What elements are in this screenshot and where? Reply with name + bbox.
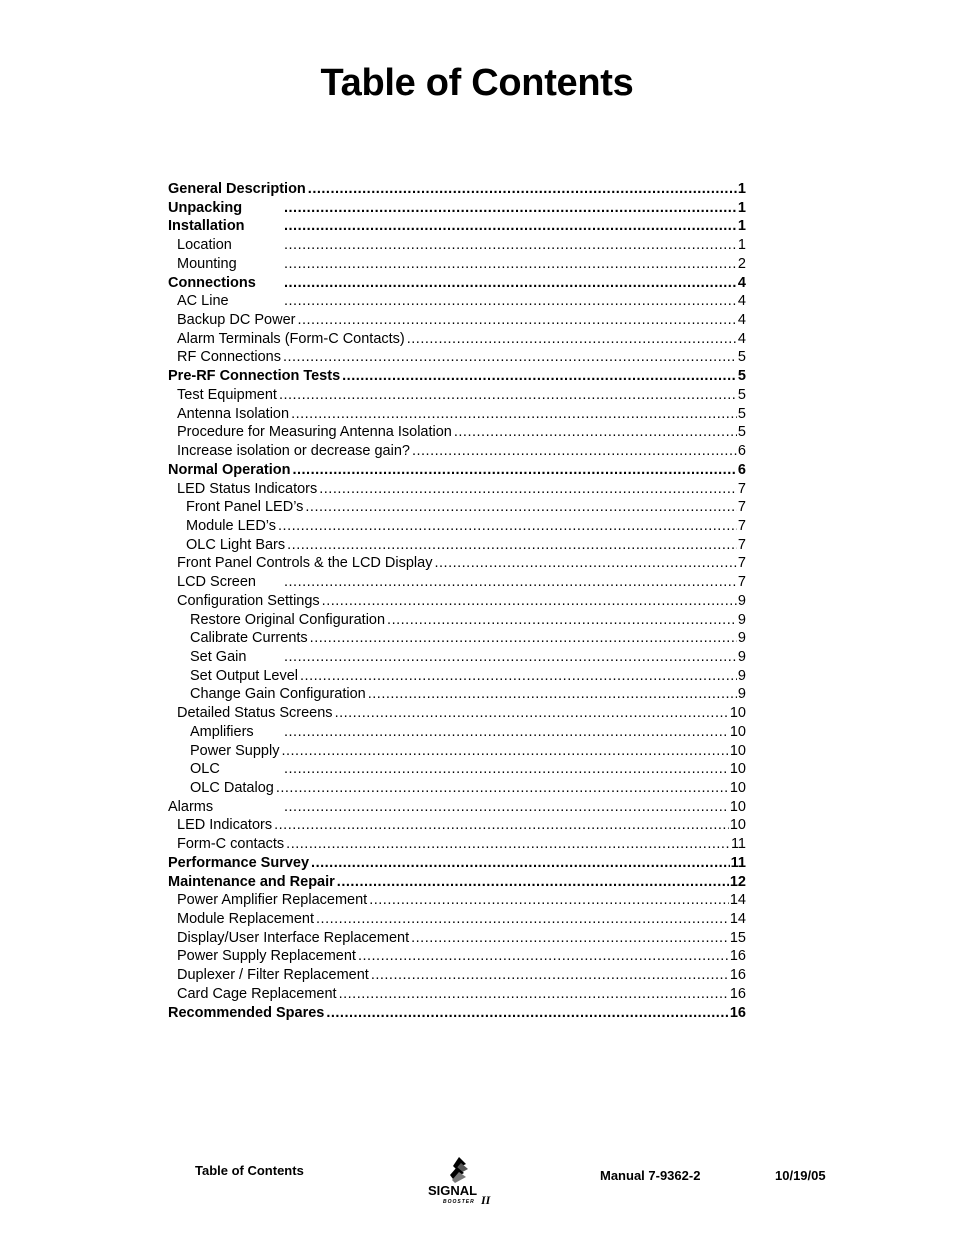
toc-entry-title: Detailed Status Screens — [177, 705, 333, 722]
toc-dot-leader — [407, 330, 737, 349]
toc-entry-page: 4 — [737, 330, 746, 347]
toc-entry[interactable] — [168, 742, 746, 761]
toc-entry-title: Module LED’s — [186, 517, 277, 534]
toc-entry-title: OLC — [190, 761, 220, 778]
toc-entry-title: Backup DC Power — [177, 312, 296, 329]
toc-entry-page: 10 — [729, 780, 746, 796]
toc-entry[interactable] — [168, 386, 746, 405]
toc-dot-leader — [316, 910, 729, 929]
toc-dot-leader — [297, 311, 736, 330]
toc-dot-leader — [308, 180, 737, 199]
toc-entry-page: 10 — [729, 705, 746, 722]
toc-entry-page: 14 — [729, 892, 746, 909]
toc-entry[interactable] — [168, 330, 746, 349]
toc-entry-page: 5 — [737, 349, 746, 366]
toc-entry-title: Display/User Interface Replacement — [177, 929, 410, 946]
toc-entry-title: Increase isolation or decrease gain? — [177, 443, 410, 460]
footer-manual-number: Manual 7-9362-2 — [600, 1168, 701, 1183]
toc-entry-page: 10 — [729, 742, 746, 759]
toc-entry[interactable] — [168, 611, 746, 630]
toc-entry[interactable] — [168, 255, 746, 274]
toc-entry-title: RF Connections — [177, 349, 281, 366]
toc-entry-page: 1 — [737, 237, 746, 254]
toc-entry-page: 16 — [729, 948, 746, 965]
toc-entry-page: 9 — [737, 686, 746, 703]
toc-entry-page: 4 — [737, 293, 746, 310]
toc-entry[interactable] — [168, 704, 746, 723]
toc-entry-page: 12 — [729, 873, 746, 890]
toc-entry[interactable] — [168, 180, 746, 199]
toc-dot-leader — [300, 667, 737, 686]
toc-dot-leader — [284, 292, 737, 311]
toc-entry[interactable] — [168, 873, 746, 892]
toc-dot-leader — [284, 274, 737, 293]
toc-entry[interactable] — [168, 498, 746, 517]
toc-dot-leader — [387, 611, 737, 630]
toc-entry-title: Pre-RF Connection Tests — [168, 368, 341, 385]
toc-dot-leader — [284, 217, 737, 236]
toc-entry[interactable] — [168, 947, 746, 966]
toc-entry-title: Power Supply — [190, 742, 280, 759]
toc-entry-page: 16 — [729, 967, 746, 984]
toc-entry-page: 7 — [737, 536, 746, 553]
toc-entry-title: OLC Datalog — [190, 780, 274, 796]
toc-dot-leader — [412, 442, 737, 461]
toc-dot-leader — [369, 891, 729, 910]
signal-booster-logo — [426, 1155, 498, 1207]
toc-entry-title: Recommended Spares — [168, 1004, 325, 1021]
toc-entry-title: Maintenance and Repair — [168, 873, 335, 890]
toc-dot-leader — [276, 779, 729, 798]
toc-entry[interactable] — [168, 536, 746, 555]
toc-dot-leader — [283, 348, 737, 367]
toc-entry-page: 16 — [729, 1004, 746, 1021]
toc-entry-page: 10 — [729, 817, 746, 834]
toc-entry[interactable] — [168, 760, 746, 779]
toc-dot-leader — [339, 985, 729, 1004]
toc-entry[interactable] — [168, 816, 746, 835]
toc-dot-leader — [411, 929, 729, 948]
toc-entry-title: Card Cage Replacement — [177, 985, 337, 1002]
toc-dot-leader — [279, 386, 737, 405]
toc-entry-page: 9 — [737, 630, 746, 647]
toc-entry[interactable] — [168, 985, 746, 1004]
toc-entry-page: 4 — [737, 312, 746, 329]
toc-entry-title: Front Panel LED’s — [186, 499, 304, 516]
toc-entry[interactable] — [168, 517, 746, 536]
toc-entry-title: Duplexer / Filter Replacement — [177, 967, 369, 984]
toc-entry-page: 4 — [737, 274, 746, 291]
toc-dot-leader — [310, 629, 737, 648]
toc-entry-title: Configuration Settings — [177, 592, 320, 609]
toc-entry-title: Form-C contacts — [177, 836, 285, 853]
toc-dot-leader — [368, 685, 737, 704]
toc-entry-title: Front Panel Controls & the LCD Display — [177, 555, 433, 572]
toc-dot-leader — [311, 854, 730, 873]
toc-entry-page: 7 — [737, 517, 746, 534]
toc-dot-leader — [284, 573, 737, 592]
toc-entry-page: 9 — [737, 611, 746, 628]
toc-entry[interactable] — [168, 573, 746, 592]
toc-entry-title: Amplifiers — [190, 723, 254, 740]
toc-dot-leader — [326, 1004, 729, 1023]
toc-entry-page: 9 — [737, 592, 746, 609]
toc-dot-leader — [284, 760, 729, 779]
toc-entry[interactable] — [168, 311, 746, 330]
toc-entry[interactable] — [168, 461, 746, 480]
toc-entry[interactable] — [168, 367, 746, 386]
toc-entry-title: Test Equipment — [177, 386, 277, 403]
toc-entry-page: 5 — [737, 386, 746, 403]
toc-dot-leader — [358, 947, 729, 966]
toc-entry-page: 2 — [737, 255, 746, 272]
toc-entry-page: 11 — [730, 836, 746, 853]
toc-entry[interactable] — [168, 348, 746, 367]
toc-entry-title: Antenna Isolation — [177, 405, 290, 422]
toc-entry-page: 7 — [737, 574, 746, 591]
toc-dot-leader — [281, 742, 728, 761]
toc-entry-page: 10 — [729, 761, 746, 778]
toc-entry-title: Set Gain — [190, 648, 247, 665]
footer-date: 10/19/05 — [775, 1168, 826, 1183]
toc-entry-page: 5 — [737, 368, 746, 385]
toc-entry-page: 5 — [737, 424, 746, 441]
toc-dot-leader — [284, 648, 737, 667]
toc-dot-leader — [284, 723, 729, 742]
logo-wordmark: SIGNAL — [428, 1183, 478, 1198]
footer-section-label: Table of Contents — [195, 1163, 304, 1178]
toc-entry[interactable] — [168, 835, 746, 854]
toc-entry[interactable] — [168, 292, 746, 311]
toc-entry[interactable] — [168, 592, 746, 611]
toc-dot-leader — [284, 199, 737, 218]
toc-dot-leader — [319, 480, 737, 499]
toc-entry[interactable] — [168, 274, 746, 293]
table-of-contents — [168, 180, 746, 1022]
toc-entry[interactable] — [168, 798, 746, 817]
toc-entry-title: AC Line — [177, 293, 229, 310]
toc-entry[interactable] — [168, 685, 746, 704]
toc-dot-leader — [454, 423, 737, 442]
toc-entry-page: 14 — [729, 911, 746, 928]
toc-entry[interactable] — [168, 667, 746, 686]
toc-entry[interactable] — [168, 442, 746, 461]
toc-entry-page: 9 — [737, 648, 746, 665]
toc-entry[interactable] — [168, 199, 746, 218]
toc-entry-page: 1 — [737, 181, 746, 197]
toc-entry[interactable] — [168, 480, 746, 499]
toc-dot-leader — [371, 966, 729, 985]
toc-entry-title: Mounting — [177, 255, 237, 272]
toc-entry-page: 9 — [737, 667, 746, 684]
toc-entry[interactable] — [168, 779, 746, 798]
toc-entry[interactable] — [168, 629, 746, 648]
logo-subtext: BOOSTER — [443, 1199, 475, 1205]
toc-entry-page: 7 — [737, 480, 746, 497]
toc-entry-title: OLC Light Bars — [186, 536, 286, 553]
toc-entry[interactable] — [168, 966, 746, 985]
toc-entry[interactable] — [168, 1004, 746, 1023]
toc-entry-page: 1 — [737, 199, 746, 216]
toc-dot-leader — [292, 461, 736, 480]
toc-entry-title: LED Indicators — [177, 817, 273, 834]
toc-entry[interactable] — [168, 854, 746, 873]
toc-entry[interactable] — [168, 423, 746, 442]
toc-dot-leader — [337, 873, 729, 892]
toc-dot-leader — [274, 816, 729, 835]
toc-dot-leader — [322, 592, 737, 611]
logo-mark-icon — [450, 1157, 468, 1183]
toc-dot-leader — [284, 236, 737, 255]
toc-dot-leader — [335, 704, 729, 723]
toc-entry-page: 7 — [737, 499, 746, 516]
toc-entry[interactable] — [168, 723, 746, 742]
toc-entry-page: 10 — [729, 798, 746, 815]
toc-dot-leader — [434, 554, 736, 573]
page-title: Table of Contents — [320, 62, 634, 104]
toc-entry-title: Alarm Terminals (Form-C Contacts) — [177, 330, 405, 347]
toc-entry-title: Normal Operation — [168, 461, 291, 478]
toc-entry[interactable] — [168, 217, 746, 236]
toc-entry[interactable] — [168, 236, 746, 255]
toc-entry-title: Calibrate Currents — [190, 630, 308, 647]
toc-entry-title: Power Supply Replacement — [177, 948, 356, 965]
toc-entry-title: Restore Original Configuration — [190, 611, 386, 628]
toc-entry-title: Performance Survey — [168, 854, 310, 871]
toc-entry-page: 16 — [729, 985, 746, 1002]
logo-numeral: II — [481, 1193, 491, 1207]
toc-dot-leader — [291, 405, 737, 424]
toc-entry-page: 10 — [729, 723, 746, 740]
toc-dot-leader — [278, 517, 737, 536]
toc-entry[interactable] — [168, 648, 746, 667]
toc-entry[interactable] — [168, 929, 746, 948]
toc-entry-title: Procedure for Measuring Antenna Isolation — [177, 424, 452, 441]
toc-dot-leader — [286, 835, 730, 854]
toc-entry-page: 1 — [737, 218, 746, 235]
toc-dot-leader — [284, 798, 729, 817]
toc-entry-title: Installation — [168, 218, 245, 235]
toc-entry-page: 6 — [737, 461, 746, 478]
toc-entry-page: 11 — [730, 854, 746, 871]
toc-entry-page: 5 — [737, 405, 746, 422]
toc-dot-leader — [342, 367, 737, 386]
toc-entry[interactable] — [168, 910, 746, 929]
toc-dot-leader — [305, 498, 737, 517]
toc-entry[interactable] — [168, 554, 746, 573]
toc-entry-title: LCD Screen — [177, 574, 256, 591]
toc-entry-title: Change Gain Configuration — [190, 686, 366, 703]
toc-entry-title: Module Replacement — [177, 911, 315, 928]
toc-entry-title: Power Amplifier Replacement — [177, 892, 368, 909]
toc-entry-title: Set Output Level — [190, 667, 299, 684]
toc-entry[interactable] — [168, 405, 746, 424]
toc-entry-page: 6 — [737, 443, 746, 460]
toc-dot-leader — [284, 255, 737, 274]
toc-entry-title: Location — [177, 237, 232, 254]
toc-entry-title: LED Status Indicators — [177, 480, 318, 497]
toc-entry-title: Connections — [168, 274, 256, 291]
toc-dot-leader — [287, 536, 737, 555]
toc-entry-page: 7 — [737, 555, 746, 572]
toc-entry[interactable] — [168, 891, 746, 910]
toc-entry-title: Alarms — [168, 798, 214, 815]
toc-entry-title: General Description — [168, 181, 306, 197]
toc-entry-page: 15 — [729, 929, 746, 946]
toc-entry-title: Unpacking — [168, 199, 243, 216]
